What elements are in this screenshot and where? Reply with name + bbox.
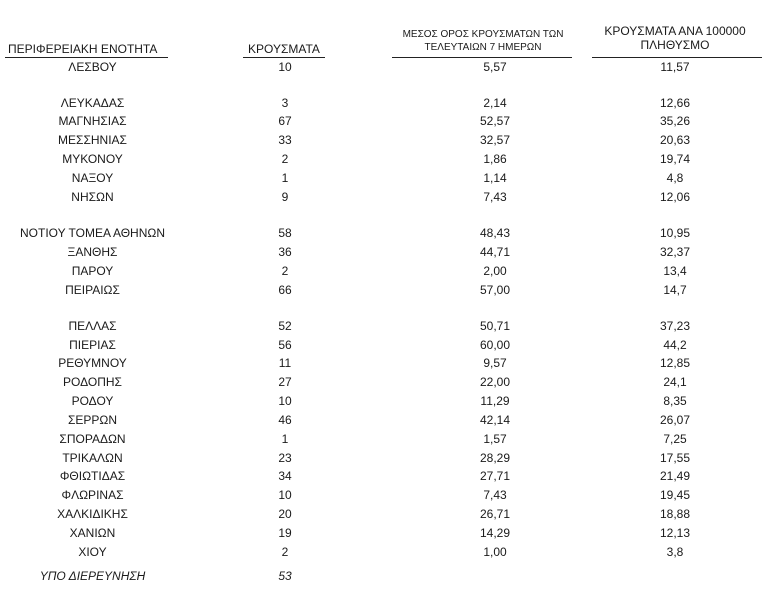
avg-7days-cell: 2,00 <box>483 264 507 278</box>
region-name-cell: ΞΑΝΘΗΣ <box>67 245 118 259</box>
cases-per-100000-cell: 10,95 <box>659 226 691 240</box>
cases-per-100000-cell: 37,23 <box>659 319 691 333</box>
table-row <box>0 411 780 429</box>
avg-7days-cell: 1,57 <box>483 432 507 446</box>
avg-7days-cell: 1,00 <box>483 545 507 559</box>
cases-per-100000-cell: 12,66 <box>659 96 691 110</box>
cases-per-100000-cell: 26,07 <box>659 413 691 427</box>
table-row <box>0 354 780 372</box>
cases-cell: 34 <box>278 469 292 483</box>
table-row <box>0 317 780 335</box>
region-name-cell: ΠΙΕΡΙΑΣ <box>69 338 116 352</box>
region-name-cell: ΡΟΔΟΥ <box>71 394 114 408</box>
cases-per-100000-cell: 44,2 <box>663 338 687 352</box>
cases-per-100000-cell: 35,26 <box>659 114 691 128</box>
region-name-cell: ΣΠΟΡΑΔΩΝ <box>59 432 126 446</box>
header-avg-line1: ΜΕΣΟΣ ΟΡΟΣ ΚΡΟΥΣΜΑΤΩΝ ΤΩΝ <box>402 29 564 40</box>
region-name-cell: ΝΟΤΙΟΥ ΤΟΜΕΑ ΑΘΗΝΩΝ <box>19 226 166 240</box>
region-name-cell: ΠΕΛΛΑΣ <box>68 319 117 333</box>
region-name-cell: ΝΗΣΩΝ <box>71 190 114 204</box>
avg-7days-cell: 9,57 <box>483 356 507 370</box>
footer-cases: 53 <box>278 569 292 583</box>
avg-7days-cell: 44,71 <box>479 245 511 259</box>
table-row <box>0 281 780 299</box>
cases-cell: 66 <box>278 283 292 297</box>
table-row <box>0 486 780 504</box>
footer-label: ΥΠΟ ΔΙΕΡΕΥΝΗΣΗ <box>39 569 146 583</box>
cases-cell: 56 <box>278 338 292 352</box>
region-name-cell: ΠΕΙΡΑΙΩΣ <box>65 283 120 297</box>
cases-cell: 11 <box>278 356 292 370</box>
cases-cell: 67 <box>278 114 292 128</box>
table-row <box>0 188 780 206</box>
table-row <box>0 543 780 561</box>
cases-per-100000-cell: 12,85 <box>659 356 691 370</box>
cases-per-100000-cell: 13,4 <box>663 264 687 278</box>
avg-7days-cell: 48,43 <box>479 226 511 240</box>
table-row <box>0 94 780 112</box>
header-per-100000 <box>585 24 765 52</box>
table-row <box>0 449 780 467</box>
cases-cell: 1 <box>281 432 289 446</box>
cases-cell: 9 <box>281 190 289 204</box>
region-name-cell: ΛΕΥΚΑΔΑΣ <box>60 96 125 110</box>
table-row <box>0 336 780 354</box>
cases-cell: 10 <box>278 488 292 502</box>
cases-per-100000-cell: 8,35 <box>663 394 687 408</box>
region-name-cell: ΜΕΣΣΗΝΙΑΣ <box>58 133 127 147</box>
cases-per-100000-cell: 17,55 <box>659 451 691 465</box>
header-per-line1: ΚΡΟΥΣΜΑΤΑ ΑΝΑ 100000 <box>604 24 746 38</box>
cases-per-100000-cell: 19,74 <box>659 152 691 166</box>
region-name-cell: ΣΕΡΡΩΝ <box>67 413 118 427</box>
cases-per-100000-cell: 4,8 <box>666 171 684 185</box>
header-avg-7days <box>388 28 578 54</box>
table-row <box>0 505 780 523</box>
table-row <box>0 467 780 485</box>
cases-cell: 19 <box>278 526 292 540</box>
cases-per-100000-cell: 14,7 <box>663 283 687 297</box>
cases-per-100000-cell: 3,8 <box>666 545 684 559</box>
cases-cell: 2 <box>281 152 289 166</box>
avg-7days-cell: 1,14 <box>483 171 507 185</box>
region-name-cell: ΦΘΙΩΤΙΔΑΣ <box>59 469 126 483</box>
region-name-cell: ΡΕΘΥΜΝΟΥ <box>58 356 127 370</box>
cases-cell: 33 <box>278 133 292 147</box>
region-name-cell: ΧΑΛΚΙΔΙΚΗΣ <box>57 507 128 521</box>
avg-7days-cell: 1,86 <box>483 152 507 166</box>
avg-7days-cell: 26,71 <box>479 507 511 521</box>
table-row <box>0 169 780 187</box>
avg-7days-cell: 57,00 <box>479 283 511 297</box>
cases-per-100000-cell: 20,63 <box>659 133 691 147</box>
cases-cell: 58 <box>278 226 292 240</box>
avg-7days-cell: 32,57 <box>479 133 511 147</box>
cases-per-100000-cell: 11,57 <box>660 60 690 74</box>
avg-7days-cell: 42,14 <box>479 413 511 427</box>
avg-7days-cell: 60,00 <box>479 338 511 352</box>
avg-7days-cell: 11,29 <box>480 394 510 408</box>
cases-cell: 1 <box>281 171 289 185</box>
avg-7days-cell: 7,43 <box>483 190 507 204</box>
cases-per-100000-cell: 18,88 <box>659 507 691 521</box>
cases-per-100000-cell: 7,25 <box>663 432 687 446</box>
header-cases: ΚΡΟΥΣΜΑΤΑ <box>248 42 320 56</box>
avg-7days-cell: 52,57 <box>479 114 511 128</box>
table-row <box>0 112 780 130</box>
region-name-cell: ΡΟΔΟΠΗΣ <box>63 375 122 389</box>
cases-per-100000-cell: 12,06 <box>659 190 691 204</box>
table-row <box>0 373 780 391</box>
table-row <box>0 430 780 448</box>
cases-cell: 46 <box>278 413 292 427</box>
table-row <box>0 224 780 242</box>
region-name-cell: ΦΛΩΡΙΝΑΣ <box>61 488 124 502</box>
region-name-cell: ΤΡΙΚΑΛΩΝ <box>62 451 123 465</box>
cases-per-100000-cell: 24,1 <box>663 375 687 389</box>
cases-cell: 52 <box>278 319 292 333</box>
avg-7days-cell: 7,43 <box>483 488 507 502</box>
table-row <box>0 524 780 542</box>
cases-cell: 20 <box>278 507 292 521</box>
avg-7days-cell: 27,71 <box>479 469 511 483</box>
avg-7days-cell: 28,29 <box>479 451 511 465</box>
region-name-cell: ΜΥΚΟΝΟΥ <box>62 152 123 166</box>
table-row <box>0 150 780 168</box>
region-name-cell: ΝΑΞΟΥ <box>71 171 114 185</box>
table-row <box>0 243 780 261</box>
cases-cell: 23 <box>278 451 292 465</box>
cases-cell: 2 <box>281 545 289 559</box>
avg-7days-cell: 50,71 <box>479 319 511 333</box>
table-row <box>0 262 780 280</box>
table-row <box>0 392 780 410</box>
avg-7days-cell: 5,57 <box>483 60 507 74</box>
table-row <box>0 131 780 149</box>
table-footer-row <box>0 567 780 585</box>
cases-per-100000-cell: 19,45 <box>659 488 691 502</box>
cases-cell: 10 <box>278 394 292 408</box>
cases-per-100000-cell: 12,13 <box>659 526 691 540</box>
header-avg-line2: ΤΕΛΕΥΤΑΙΩΝ 7 ΗΜΕΡΩΝ <box>424 42 542 53</box>
avg-7days-cell: 2,14 <box>483 96 507 110</box>
cases-cell: 27 <box>278 375 292 389</box>
region-name-cell: ΧΙΟΥ <box>78 545 107 559</box>
cases-per-100000-cell: 32,37 <box>659 245 691 259</box>
region-name-cell: ΠΑΡΟΥ <box>71 264 114 278</box>
avg-7days-cell: 22,00 <box>479 375 511 389</box>
cases-cell: 2 <box>281 264 289 278</box>
table-row <box>0 58 780 76</box>
cases-per-100000-cell: 21,49 <box>659 469 691 483</box>
cases-cell: 10 <box>278 60 292 74</box>
header-per-line2: ΠΛΗΘΥΣΜΟ <box>640 38 710 52</box>
cases-cell: 3 <box>281 96 289 110</box>
cases-cell: 36 <box>278 245 292 259</box>
avg-7days-cell: 14,29 <box>479 526 511 540</box>
region-name-cell: ΧΑΝΙΩΝ <box>69 526 116 540</box>
region-name-cell: ΛΕΣΒΟΥ <box>68 60 117 74</box>
header-region: ΠΕΡΙΦΕΡΕΙΑΚΗ ΕΝΟΤΗΤΑ <box>8 42 158 56</box>
region-name-cell: ΜΑΓΝΗΣΙΑΣ <box>58 114 127 128</box>
